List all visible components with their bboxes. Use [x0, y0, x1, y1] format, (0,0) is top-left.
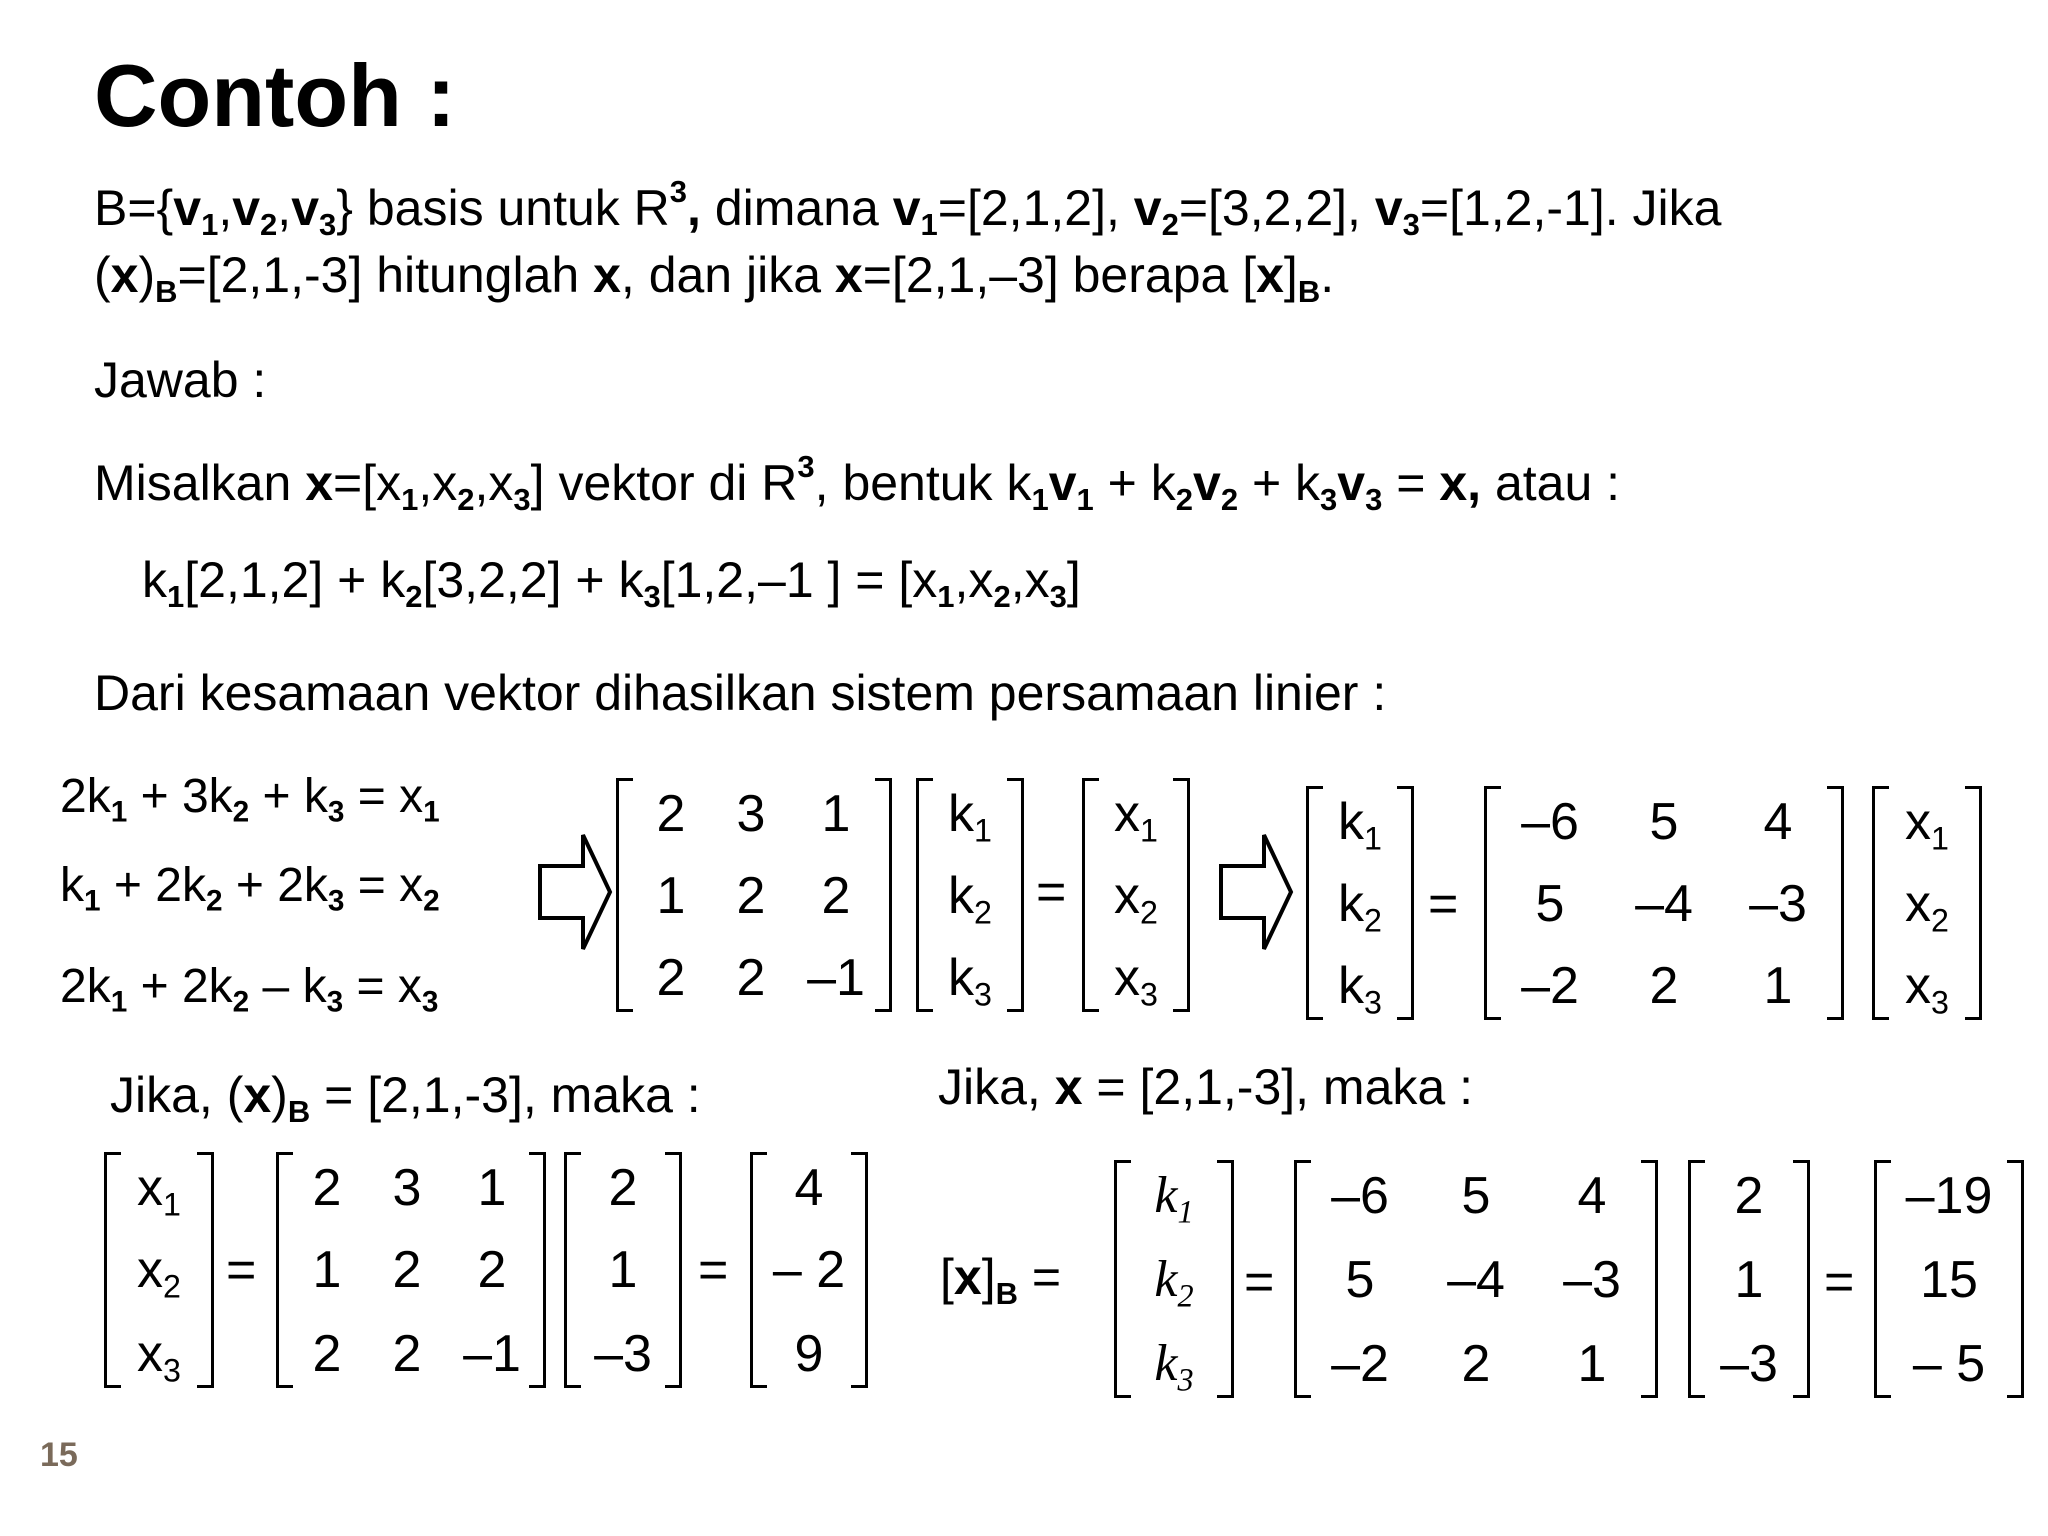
equals-sign: = — [698, 1241, 729, 1299]
matrix-A-inverse: –6 5 4 5 –4 –3 –2 2 1 — [1484, 786, 1844, 1020]
problem-line-1: $B=\{v_1,v_2,v_3\}$ basis untuk $R^3$, dimana $v_1=[2,1,2]$, $v_2=[3,2,2]$, $v_3=[1,2,-1]$. Jika — [94, 173, 1722, 242]
slide-title: Contoh : — [94, 46, 456, 145]
case-2-label: Jika, x = [2,1,-3], maka : — [938, 1059, 1473, 1115]
matrix-A: 2 3 1 1 2 2 2 2 –1 — [616, 778, 892, 1012]
vector-x: $x_1$ $x_2$ $x_3$ — [1082, 778, 1190, 1012]
vector-k: $k_1$ $k_2$ $k_3$ — [1114, 1160, 1234, 1398]
answer-label: Jawab : — [94, 352, 267, 408]
result-coord-vector: –19 15 – 5 — [1874, 1160, 2024, 1398]
vector-coords-B: 2 1 –3 — [564, 1152, 682, 1388]
page-number: 15 — [40, 1436, 78, 1474]
step-2: $k_1[2,1,2] + k_2[3,2,2] + k_3[1,2,-1$ ] = $[x_1,x_2,x_3]$ — [142, 552, 1081, 614]
vector-x: $x_1$ $x_2$ $x_3$ — [104, 1152, 214, 1388]
problem-line-2: $(x)_B=[2,1,-3]$ hitunglah x, dan jika x=[2,1,–3] berapa $[x]_B$. — [94, 247, 1335, 309]
implies-arrow-icon — [1218, 832, 1294, 952]
system-eq-2: $k_1 + 2k_2 + 2k_3 = x_2$ — [60, 859, 440, 918]
vector-k: $k_1$ $k_2$ $k_3$ — [1306, 786, 1414, 1020]
system-eq-1: $2k_1 + 3k_2 + k_3 = x_1$ — [60, 770, 440, 829]
equals-sign: = — [1036, 863, 1067, 921]
matrix-A-inverse: –6 5 4 5 –4 –3 –2 2 1 — [1294, 1160, 1658, 1398]
vector-k: $k_1$ $k_2$ $k_3$ — [916, 778, 1024, 1012]
step-3: Dari kesamaan vektor dihasilkan sistem persamaan linier : — [94, 665, 1387, 721]
matrix-A: 2 3 1 1 2 2 2 2 –1 — [276, 1152, 546, 1388]
equals-sign: = — [1428, 875, 1459, 933]
case-1-label: Jika, $(x)_B = [2,1,-3]$, maka : — [110, 1067, 701, 1129]
implies-arrow-icon — [537, 832, 613, 952]
step-1: Misalkan $x=[x_1,x_2,x_3]$ vektor di $R^3$, bentuk $k_1v_1 + k_2v_2 + k_3v_3 = x$, atau : — [94, 448, 1621, 517]
vector-x: $x_1$ $x_2$ $x_3$ — [1872, 786, 1982, 1020]
coord-vector-lhs: $[x]_B$ = — [940, 1249, 1062, 1311]
vector-x-given: 2 1 –3 — [1688, 1160, 1810, 1398]
system-eq-3: $2k_1 + 2k_2 - k_3 = x_3$ — [60, 960, 439, 1019]
equals-sign: = — [1824, 1253, 1855, 1311]
equals-sign: = — [226, 1241, 257, 1299]
result-vector-x: 4 – 2 9 — [750, 1152, 868, 1388]
equals-sign: = — [1244, 1253, 1275, 1311]
